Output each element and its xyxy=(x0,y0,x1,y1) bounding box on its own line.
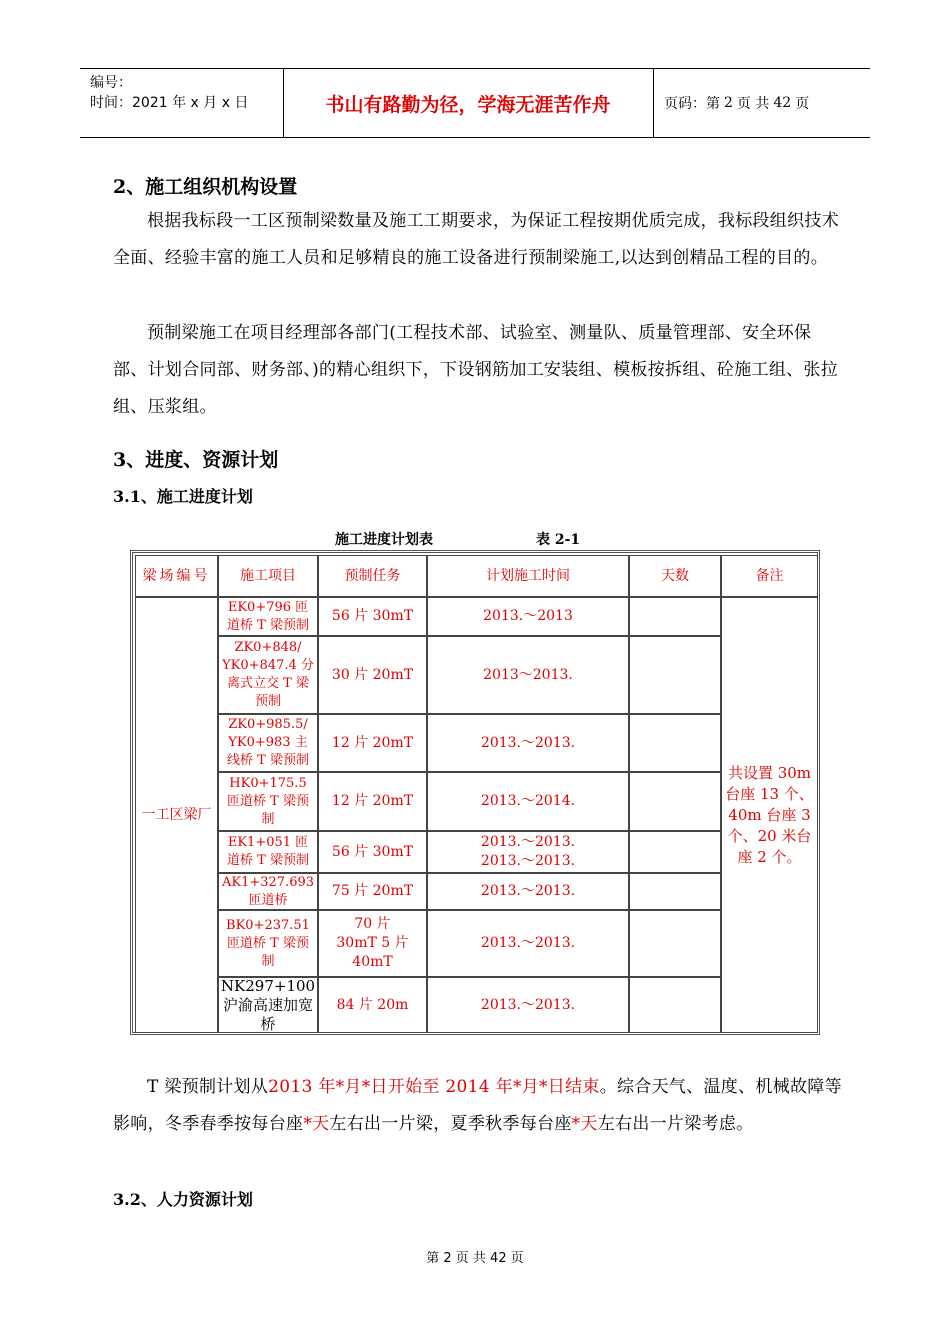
header-motto: 书山有路勤为径，学海无涯苦作舟 xyxy=(325,93,611,116)
page-footer: 第 2 页 共 42 页 xyxy=(426,1251,524,1266)
table-row-task: 30 片 20mT xyxy=(318,636,427,714)
table-row-days xyxy=(629,910,721,977)
table-row-task: 56 片 30mT xyxy=(318,831,427,873)
table-row-task: 75 片 20mT xyxy=(318,873,427,910)
schedule-paragraph xyxy=(113,1069,843,1143)
table-row-time: 2013.～2013. xyxy=(427,873,629,910)
header-divider xyxy=(653,69,654,137)
header-meta xyxy=(90,73,248,113)
table-row-task: 70 片 30mT 5 片 40mT xyxy=(318,910,427,977)
table-row-time: 2013.～2013. xyxy=(427,714,629,772)
table-row-time: 2013.～2013. xyxy=(427,910,629,977)
table-row-time: 2013.～2013. 2013.～2013. xyxy=(427,831,629,873)
table-row-time: 2013.～2013. xyxy=(427,977,629,1033)
time-label: 时间：2021 年 x 月 x 日 xyxy=(90,95,249,111)
table-row-days xyxy=(629,977,721,1033)
table-row-item: AK1+327.693 匝道桥 xyxy=(218,873,318,910)
table-remark-cell: 共设置 30m 台座 13 个、40m 台座 3 个、20 米台座 2 个。 xyxy=(721,597,818,1033)
table-row-item: BK0+237.51 匝道桥 T 梁预制 xyxy=(218,910,318,977)
table-row-days xyxy=(629,714,721,772)
section-3-1-title: 3.1、施工进度计划 xyxy=(113,487,253,506)
table-row-task: 56 片 30mT xyxy=(318,597,427,636)
table-row-time: 2013～2013. xyxy=(427,636,629,714)
table-row-task: 12 片 20mT xyxy=(318,772,427,831)
table-row-item: ZK0+985.5/ YK0+983 主线桥 T 梁预制 xyxy=(218,714,318,772)
section-2-paragraph-2: 预制梁施工在项目经理部各部门(工程技术部、试验室、测量队、质量管理部、安全环保部、计划合同部、财务部、)的精心组织下，下设钢筋加工安装组、模板按拆组、砼施工组、张拉组、压浆组。 xyxy=(113,323,839,417)
table-number: 表 2-1 xyxy=(536,532,581,548)
schedule-text-a: T 梁预制计划从 xyxy=(147,1077,269,1097)
schedule-text-e: 左右出一片梁，夏季秋季每台座 xyxy=(329,1114,572,1134)
table-header-task: 预制任务 xyxy=(318,555,427,597)
table-row-time: 2013.～2013 xyxy=(427,597,629,636)
page-label-prefix: 页码：第 xyxy=(664,96,720,112)
table-row-days xyxy=(629,831,721,873)
table-row-task: 84 片 20m xyxy=(318,977,427,1033)
page-current: 2 xyxy=(724,95,733,111)
table-header-days: 天数 xyxy=(629,555,721,597)
table-header-remark: 备注 xyxy=(721,555,818,597)
section-3-2-title: 3.2、人力资源计划 xyxy=(113,1190,253,1209)
section-3-title: 3、进度、资源计划 xyxy=(113,449,279,471)
page-label-middle: 页 共 xyxy=(736,96,770,112)
table-header-item: 施工项目 xyxy=(218,555,318,597)
table-row-time: 2013.～2014. xyxy=(427,772,629,831)
winter-days: *天 xyxy=(303,1114,330,1134)
schedule-dates: 2013 年*月*日开始至 2014 年*月*日结束 xyxy=(268,1077,600,1097)
section-2-paragraph-1: 根据我标段一工区预制梁数量及施工工期要求，为保证工程按期优质完成，我标段组织技术全面、经验丰富的施工人员和足够精良的施工设备进行预制梁施工,以达到创精品工程的目的。 xyxy=(113,211,839,268)
table-row-days xyxy=(629,597,721,636)
table-row-item: NK297+100 沪渝高速加宽桥 xyxy=(218,977,318,1033)
table-row-task: 12 片 20mT xyxy=(318,714,427,772)
table-row-days xyxy=(629,873,721,910)
schedule-text-g: 左右出一片梁考虑。 xyxy=(597,1114,754,1134)
page-header xyxy=(80,68,870,138)
page-total: 42 xyxy=(773,95,792,111)
summer-days: *天 xyxy=(571,1114,598,1134)
table-header-yard: 梁场编号 xyxy=(135,555,218,597)
table-yard-cell: 一工区梁厂 xyxy=(135,597,218,1033)
table-row-days xyxy=(629,636,721,714)
schedule-text-c: 。综合天气、温度、机械故障等影响，冬季春季按每台座 xyxy=(113,1077,842,1134)
header-page-info xyxy=(664,69,809,137)
table-row-item: ZK0+848/ YK0+847.4 分离式立交 T 梁预制 xyxy=(218,636,318,714)
schedule-table xyxy=(130,550,820,1035)
table-caption: 施工进度计划表 xyxy=(335,532,433,548)
page-label-suffix: 页 xyxy=(795,96,810,112)
number-label: 编号： xyxy=(90,75,132,91)
section-2-title: 2、施工组织机构设置 xyxy=(113,176,298,198)
table-header-time: 计划施工时间 xyxy=(427,555,629,597)
table-row-item: EK1+051 匝道桥 T 梁预制 xyxy=(218,831,318,873)
table-row-item: EK0+796 匝道桥 T 梁预制 xyxy=(218,597,318,636)
table-row-days xyxy=(629,772,721,831)
table-row-item: HK0+175.5 匝道桥 T 梁预制 xyxy=(218,772,318,831)
